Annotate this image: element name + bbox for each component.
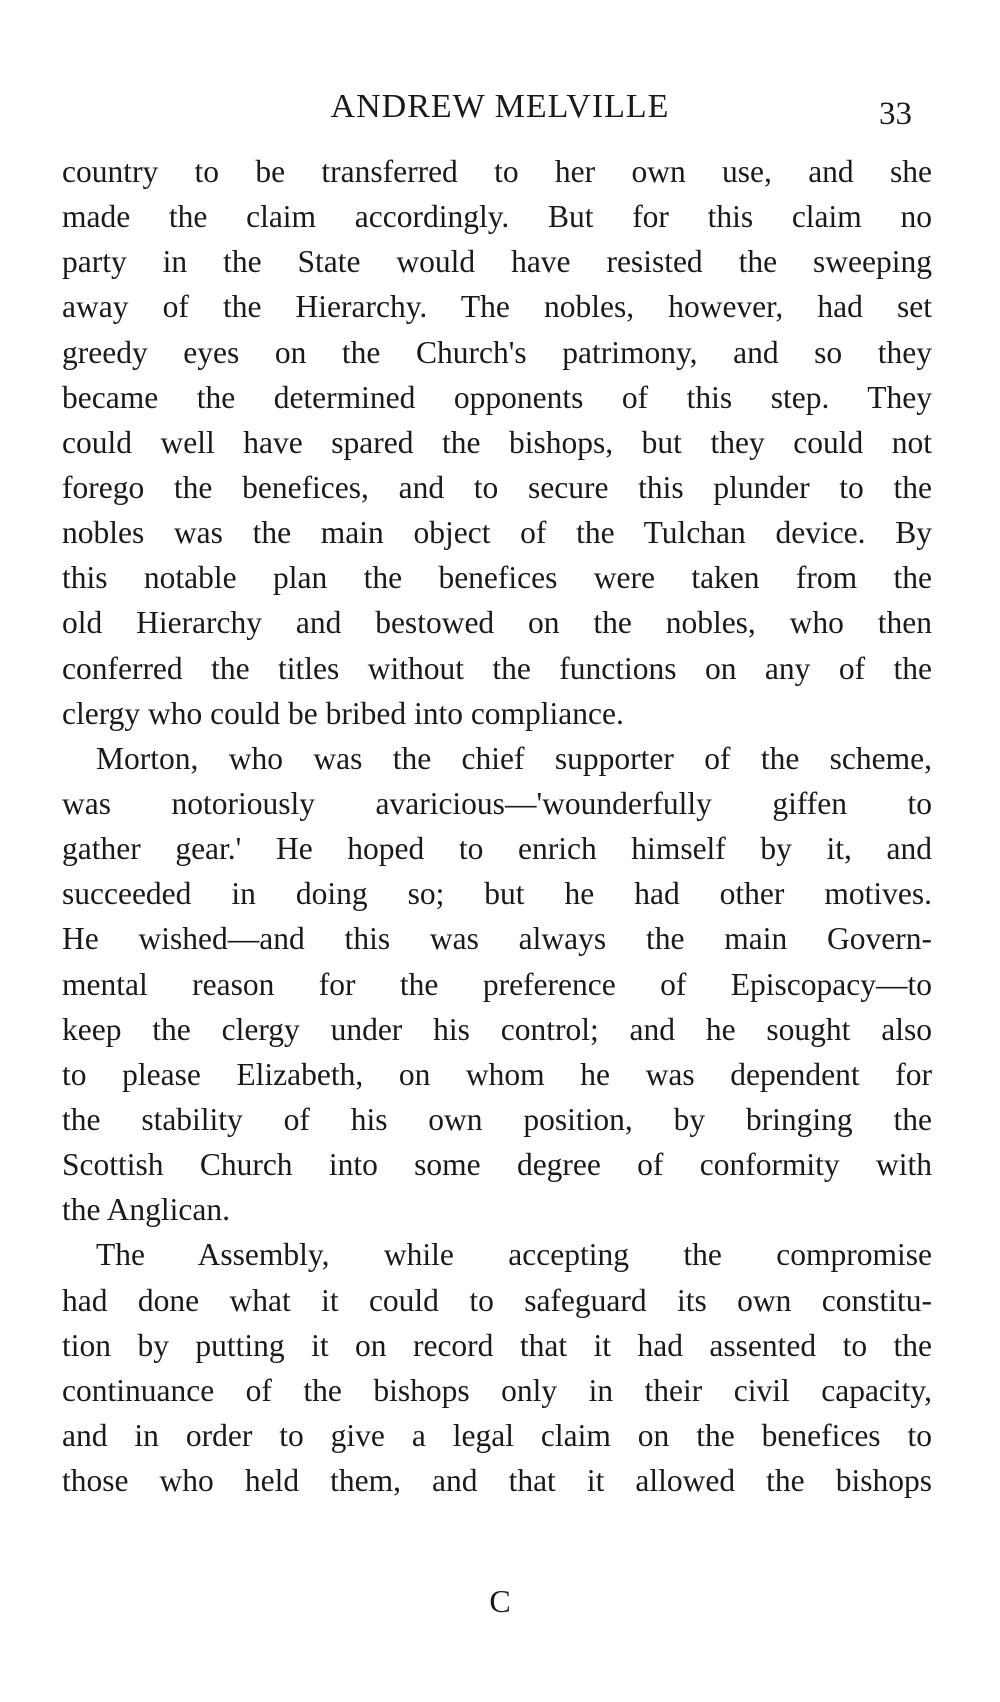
text-line: succeeded in doing so; but he had other motives.	[62, 876, 932, 912]
running-title: ANDREW MELVILLE	[330, 88, 670, 125]
text-line: party in the State would have resisted the sweeping	[62, 244, 932, 280]
text-line: this notable plan the benefices were taken from the	[62, 560, 932, 596]
text-line: conferred the titles without the functions on any of the	[62, 650, 932, 686]
text-line: greedy eyes on the Church's patrimony, and so they	[62, 334, 932, 370]
text-line: forego the benefices, and to secure this plunder to the	[62, 469, 932, 505]
text-line: clergy who could be bribed into compliance.	[62, 695, 624, 731]
page-number: 33	[879, 96, 912, 132]
text-line: keep the clergy under his control; and he sought also	[62, 1011, 932, 1047]
text-line: old Hierarchy and bestowed on the nobles, who then	[62, 605, 932, 641]
text-line: those who held them, and that it allowed the bishops	[62, 1463, 932, 1499]
text-line: He wished—and this was always the main Govern-	[62, 921, 932, 957]
text-line: and in order to give a legal claim on the benefices to	[62, 1417, 932, 1453]
text-line: the Anglican.	[62, 1192, 230, 1228]
text-line: made the claim accordingly. But for this claim no	[62, 199, 932, 235]
text-line: country to be transferred to her own use, and she	[62, 154, 932, 189]
text-line: could well have spared the bishops, but they could not	[62, 424, 932, 460]
text-line: mental reason for the preference of Episcopacy—to	[62, 966, 932, 1002]
text-line: nobles was the main object of the Tulchan device. By	[62, 515, 932, 551]
text-line: gather gear.' He hoped to enrich himself by it, and	[62, 831, 932, 867]
text-line: continuance of the bishops only in their civil capacity,	[62, 1372, 932, 1408]
text-line: had done what it could to safeguard its own constitu-	[62, 1282, 932, 1318]
paragraph-first-line: The Assembly, while accepting the compromise	[96, 1237, 932, 1273]
paragraph-first-line: Morton, who was the chief supporter of the scheme,	[96, 740, 932, 776]
text-line: Scottish Church into some degree of conformity with	[62, 1147, 932, 1183]
text-line: the stability of his own position, by bringing the	[62, 1101, 932, 1137]
running-head	[0, 88, 1000, 138]
signature-mark: C	[489, 1583, 511, 1619]
text-line: was notoriously avaricious—'wounderfully giffen to	[62, 785, 932, 821]
text-line: tion by putting it on record that it had assented to the	[62, 1327, 932, 1363]
text-line: became the determined opponents of this step. They	[62, 379, 932, 415]
text-line: away of the Hierarchy. The nobles, however, had set	[62, 289, 932, 325]
text-line: to please Elizabeth, on whom he was dependent for	[62, 1056, 932, 1092]
body-text	[62, 149, 932, 1503]
